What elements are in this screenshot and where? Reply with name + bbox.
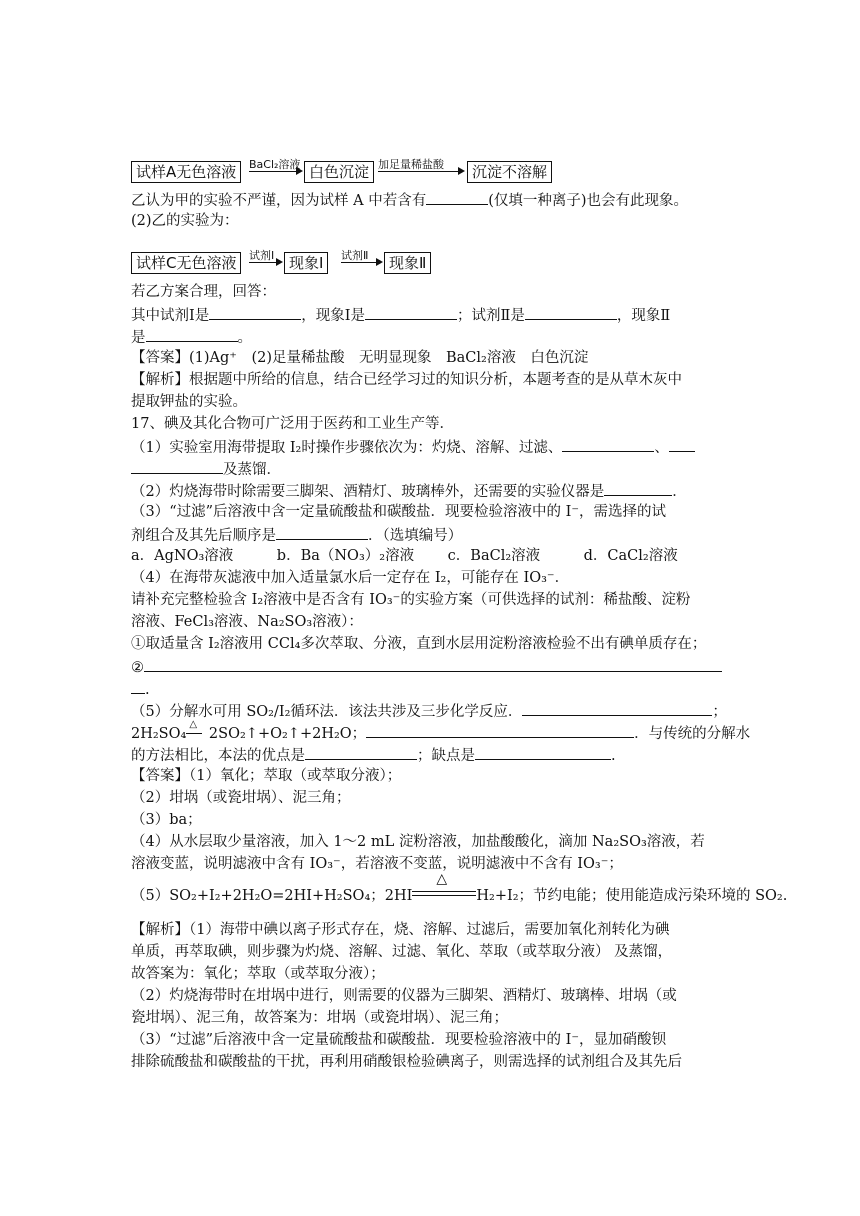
text-line: （3）“过滤”后溶液中含一定量硫酸盐和碳酸盐．现要检验溶液中的 I⁻，需选择的试	[131, 504, 667, 520]
text-line: (2)乙的实验为：	[131, 213, 239, 229]
arrow-label: 加足量稀盐酸	[378, 158, 444, 171]
explanation-line: 【解析】（1）海带中碘以离子形式存在，烧、溶解、过滤后，需要加氧化剂转化为碘	[131, 922, 670, 938]
answer-line: 【答案】（1）氧化；萃取（或萃取分液）；	[131, 768, 402, 784]
answer-line: 【答案】(1)Ag⁺ (2)足量稀盐酸 无明显现象 BaCl₂溶液 白色沉淀	[131, 350, 589, 366]
explanation-line: 【解析】根据题中所给的信息，结合已经学习过的知识分析，本题考查的是从草木灰中	[131, 372, 682, 388]
text-line: 请补充完整检验含 I₂溶液中是否含有 IO₃⁻的实验方案（可供选择的试剂：稀盐酸、淀粉	[131, 592, 691, 608]
text-line: .	[131, 677, 150, 701]
text-line: 乙认为甲的实验不严谨，因为试样 A 中若含有 (仅填一种离子)也会有此现象。	[131, 188, 688, 212]
text-line: （4）在海带灰滤液中加入适量氯水后一定存在 I₂，可能存在 IO₃⁻．	[131, 570, 570, 586]
answer-line: （2）坩埚（或瓷坩埚）、泥三角；	[131, 790, 351, 806]
flow-arrow	[378, 158, 463, 173]
answer-line: （4）从水层取少量溶液，加入 1～2 mL 淀粉溶液，加盐酸酸化，滴加 Na₂SO₃溶液，若	[131, 834, 705, 850]
flow-arrow	[249, 158, 301, 173]
text-line: 其中试剂Ⅰ是 ，现象Ⅰ是 ；试剂Ⅱ是 ，现象Ⅱ	[131, 303, 670, 327]
explanation-line: 排除硫酸盐和碳酸盐的干扰，再利用硝酸银检验碘离子，则需选择的试剂组合及其先后	[131, 1054, 682, 1070]
heat-arrow: △	[186, 724, 204, 738]
text-line: （5）分解水可用 SO₂/I₂循环法．该法共涉及三步化学反应． ；	[131, 699, 727, 723]
explanation-line: 提取钾盐的实验。	[131, 394, 247, 410]
flow-box-phenomenon-1: 现象Ⅰ	[284, 252, 328, 274]
text-line: ①取适量含 I₂溶液用 CCl₄多次萃取、分液，直到水层用淀粉溶液检验不出有碘单质存在；	[131, 636, 707, 652]
explanation-line: 单质，再萃取碘，则步骤为灼烧、溶解、过滤、氧化、萃取（或萃取分液） 及蒸馏，	[131, 944, 673, 960]
heat-equilibrium-arrow: △	[412, 886, 476, 900]
answer-line: （5）SO₂+I₂+2H₂O=2HI+H₂SO₄；2HI △ H₂+I₂；节约电能；使用能造成污染环境的 SO₂.	[131, 871, 788, 904]
flow-box-precipitate-insoluble: 沉淀不溶解	[467, 161, 552, 183]
flow-box-sample-a: 试样A无色溶液	[131, 161, 241, 183]
explanation-line: 故答案为：氧化；萃取（或萃取分液）；	[131, 966, 385, 982]
answer-line: （3）ba；	[131, 812, 202, 828]
arrow-label: 试剂Ⅰ	[249, 249, 275, 262]
text-line: 2H₂SO₄ △ 2SO₂↑+O₂↑+2H₂O； ．与传统的分解水	[131, 719, 751, 742]
flow-box-sample-c: 试样C无色溶液	[131, 252, 241, 274]
explanation-line: （3）“过滤”后溶液中含一定量硫酸盐和碳酸盐．现要检验溶液中的 I⁻，显加硝酸钡	[131, 1032, 667, 1048]
text-line: ②	[131, 655, 722, 679]
question-17-title: 17、碘及其化合物可广泛用于医药和工业生产等．	[131, 416, 454, 432]
flow-box-phenomenon-2: 现象Ⅱ	[384, 252, 431, 274]
text-line: 溶液、FeCl₃溶液、Na₂SO₃溶液）：	[131, 614, 363, 630]
answer-line: 溶液变蓝，说明滤液中含有 IO₃⁻，若溶液不变蓝，说明滤液中不含有 IO₃⁻；	[131, 856, 623, 872]
text-line: 剂组合及其先后顺序是 ．（选填编号）	[131, 523, 462, 547]
flow-arrow	[249, 249, 281, 264]
arrow-label: BaCl₂溶液	[249, 158, 301, 171]
flow-arrow	[341, 249, 381, 264]
text-line: 若乙方案合理，回答：	[131, 284, 276, 300]
explanation-line: （2）灼烧海带时在坩埚中进行，则需要的仪器为三脚架、酒精灯、玻璃棒、坩埚（或	[131, 988, 677, 1004]
text-line: （2）灼烧海带时除需要三脚架、酒精灯、玻璃棒外，还需要的实验仪器是 ．	[131, 479, 687, 503]
explanation-line: 瓷坩埚）、泥三角，故答案为：坩埚（或瓷坩埚）、泥三角；	[131, 1010, 508, 1026]
text-line: （1）实验室用海带提取 I₂时操作步骤依次为：灼烧、溶解、过滤、 、	[131, 435, 695, 459]
text-line: 是 。	[131, 325, 252, 349]
flow-box-white-precipitate: 白色沉淀	[304, 161, 374, 183]
arrow-label: 试剂Ⅱ	[341, 249, 369, 262]
text-line: 的方法相比，本法的优点是 ；缺点是 .	[131, 743, 616, 767]
options-line: a．AgNO₃溶液 b．Ba（NO₃）₂溶液 c．BaCl₂溶液 d．CaCl₂溶液	[131, 548, 678, 564]
text-line: 及蒸馏．	[131, 457, 281, 481]
